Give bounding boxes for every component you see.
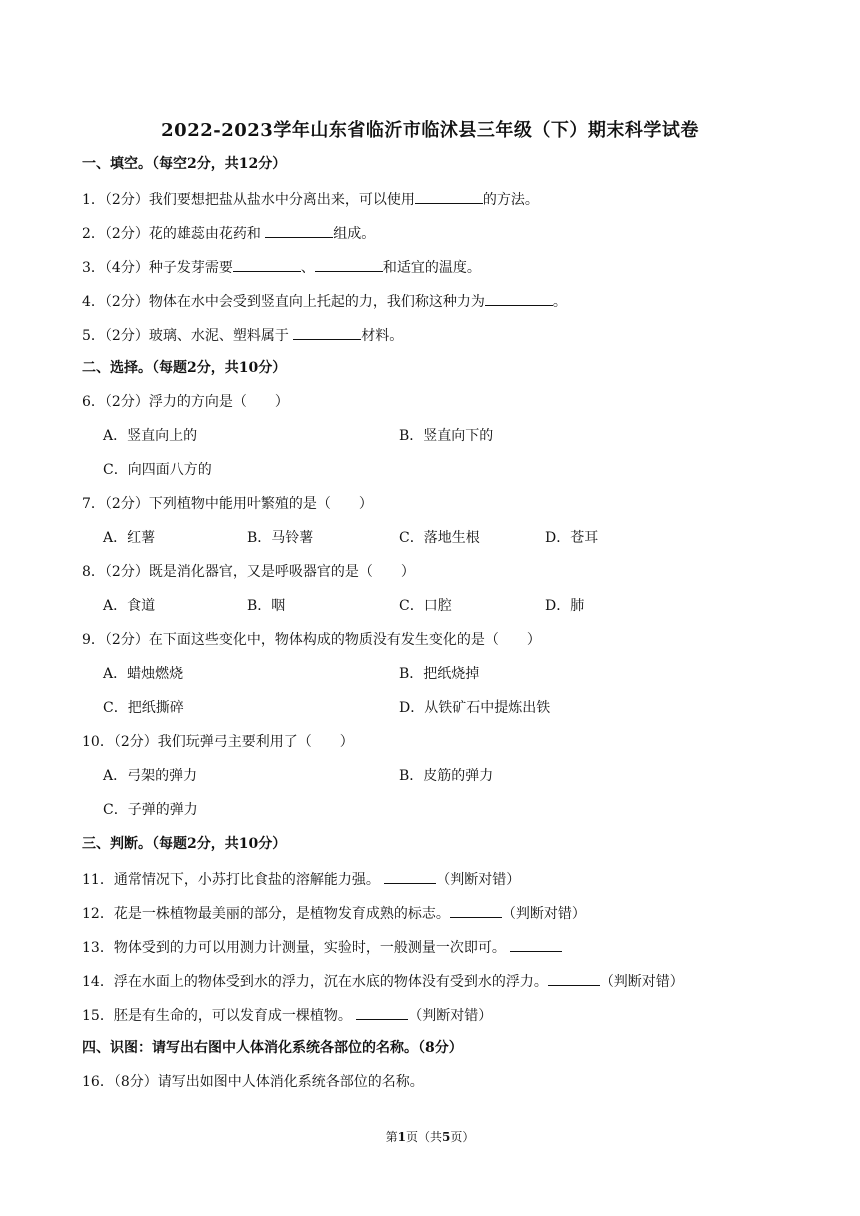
option-9d[interactable]: D．从铁矿石中提炼出铁 [399,700,551,716]
answer-blank[interactable] [510,936,562,952]
question-12 [82,902,586,924]
question-11 [82,868,520,890]
option-9a[interactable]: A．蜡烛燃烧 [103,666,184,682]
question-text: 12．花是一株植物最美丽的部分，是植物发育成熟的标志。 [82,906,450,922]
question-text-end: 材料。 [361,328,404,344]
question-text: 2．（2分）花的雄蕊由花药和 [82,226,266,242]
judge-hint: （判断对错） [408,1008,493,1024]
answer-blank[interactable] [293,324,361,340]
option-10a[interactable]: A．弓架的弹力 [103,768,198,784]
footer-mid: 页（共 [405,1130,442,1144]
question-text: 14．浮在水面上的物体受到水的浮力，沉在水底的物体没有受到水的浮力。 [82,974,548,990]
question-text-end: 和适宜的温度。 [382,260,481,276]
question-3 [82,256,481,278]
option-7a[interactable]: A．红薯 [103,530,156,546]
page-total: 5 [442,1130,451,1144]
question-text: 13．物体受到的力可以用测力计测量，实验时，一般测量一次即可。 [82,940,511,956]
section-heading-judge: 三、判断。（每题2分，共10分） [82,836,287,852]
option-8c[interactable]: C．口腔 [399,598,452,614]
question-9: 9．（2分）在下面这些变化中，物体构成的物质没有发生变化的是（ ） [82,632,541,648]
option-6c[interactable]: C．向四面八方的 [103,462,212,478]
question-text: 4．（2分）物体在水中会受到竖直向上托起的力，我们称这种力为 [82,294,485,310]
answer-blank[interactable] [415,188,483,204]
question-13 [82,936,562,958]
answer-blank[interactable] [265,222,333,238]
option-7d[interactable]: D．苍耳 [545,530,599,546]
answer-blank[interactable] [548,970,600,986]
answer-blank[interactable] [356,1004,408,1020]
page-title: 2022-2023学年山东省临沂市临沭县三年级（下）期末科学试卷 [161,120,699,141]
answer-blank[interactable] [233,256,301,272]
question-text: 5．（2分）玻璃、水泥、塑料属于 [82,328,294,344]
section-heading-diagram: 四、识图：请写出右图中人体消化系统各部位的名称。（8分） [82,1040,463,1056]
footer-post: 页） [450,1130,475,1144]
question-text: 15．胚是有生命的，可以发育成一棵植物。 [82,1008,357,1024]
option-8d[interactable]: D．肺 [545,598,585,614]
answer-blank[interactable] [315,256,383,272]
question-1 [82,188,539,210]
question-7: 7．（2分）下列植物中能用叶繁殖的是（ ） [82,496,373,512]
question-14 [82,970,684,992]
option-9c[interactable]: C．把纸撕碎 [103,700,184,716]
option-9b[interactable]: B．把纸烧掉 [399,666,480,682]
judge-hint: （判断对错） [501,906,586,922]
option-10c[interactable]: C．子弹的弹力 [103,802,198,818]
answer-blank[interactable] [485,290,553,306]
question-text-end: 。 [552,294,567,310]
section-heading-fill: 一、填空。（每空2分，共12分） [82,156,287,172]
question-6: 6．（2分）浮力的方向是（ ） [82,394,289,410]
question-16: 16．（8分）请写出如图中人体消化系统各部位的名称。 [82,1074,424,1090]
page-footer [0,1128,860,1145]
option-6a[interactable]: A．竖直向上的 [103,428,198,444]
question-8: 8．（2分）既是消化器官，又是呼吸器官的是（ ） [82,564,415,580]
question-text: 11．通常情况下，小苏打比食盐的溶解能力强。 [82,872,385,888]
question-text-end: 的方法。 [482,192,539,208]
section-heading-choice: 二、选择。（每题2分，共10分） [82,360,287,376]
question-text-mid: 、 [300,260,315,276]
footer-pre: 第 [385,1130,398,1144]
question-text-end: 组成。 [333,226,376,242]
option-7b[interactable]: B．马铃薯 [247,530,314,546]
option-10b[interactable]: B．皮筋的弹力 [399,768,494,784]
judge-hint: （判断对错） [599,974,684,990]
question-10: 10．（2分）我们玩弹弓主要利用了（ ） [82,734,354,750]
option-8a[interactable]: A．食道 [103,598,156,614]
answer-blank[interactable] [450,902,502,918]
question-text: 1．（2分）我们要想把盐从盐水中分离出来，可以使用 [82,192,415,208]
question-text: 3．（4分）种子发芽需要 [82,260,233,276]
page-number: 1 [397,1130,406,1144]
option-6b[interactable]: B．竖直向下的 [399,428,494,444]
option-8b[interactable]: B．咽 [247,598,286,614]
option-7c[interactable]: C．落地生根 [399,530,480,546]
question-4 [82,290,567,312]
judge-hint: （判断对错） [436,872,521,888]
question-15 [82,1004,492,1026]
question-5 [82,324,403,346]
question-2 [82,222,375,244]
answer-blank[interactable] [384,868,436,884]
